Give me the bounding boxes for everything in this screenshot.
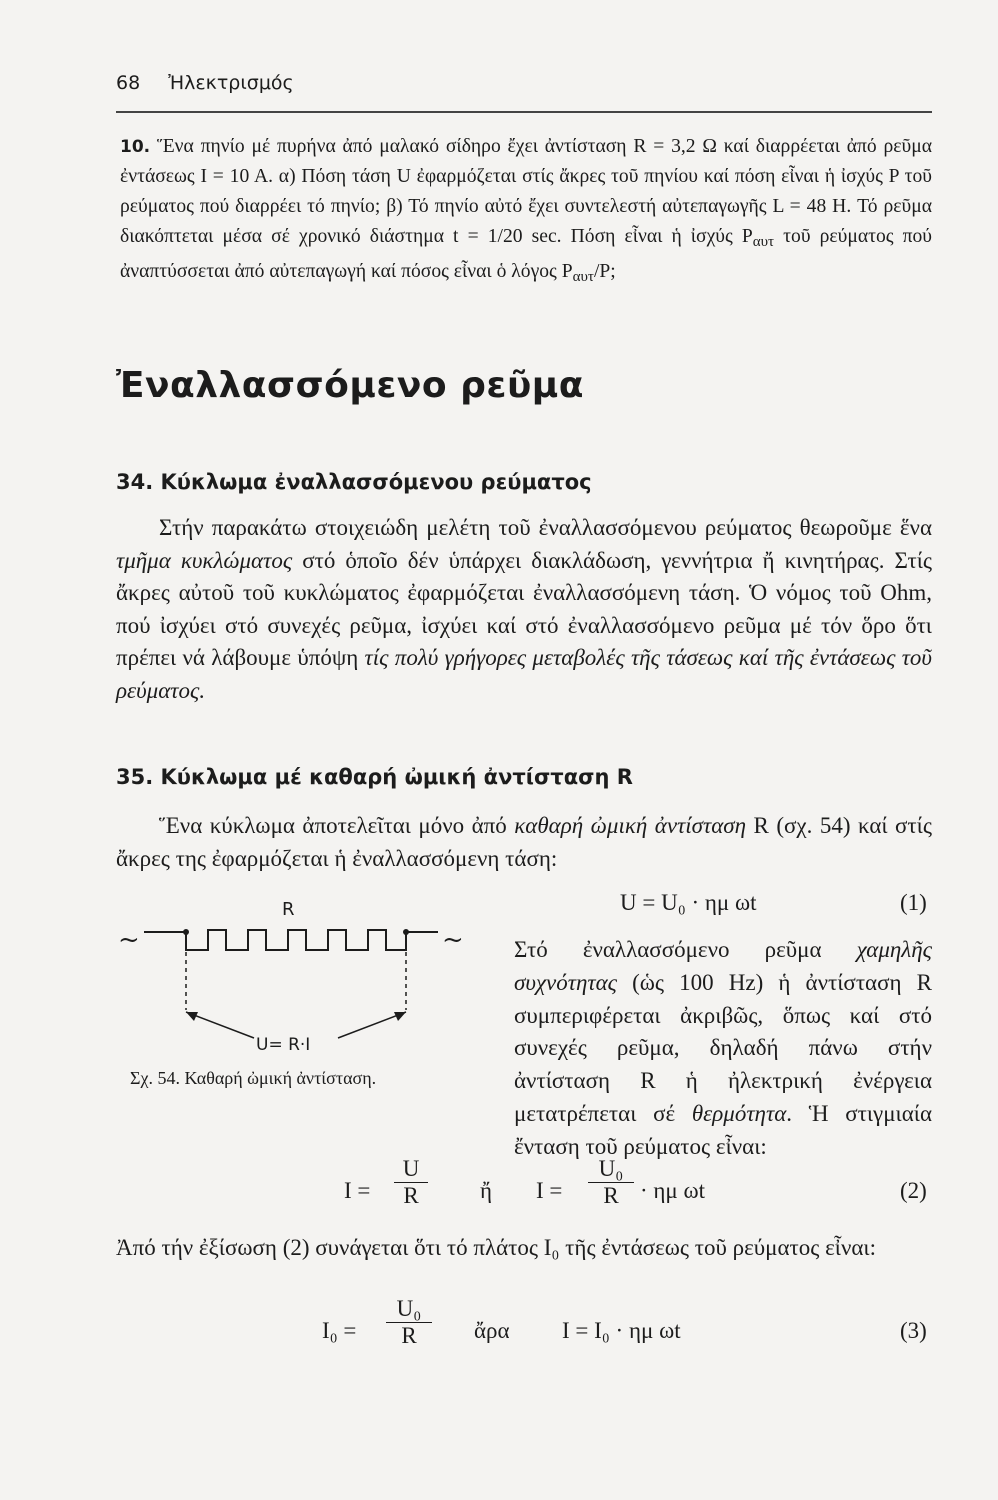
section-title: Κύκλωμα μέ καθαρή ὠμική ἀντίσταση R (160, 765, 633, 789)
eq3-fraction (386, 1296, 432, 1349)
italic-text: καθαρή ὠμική ἀντίσταση (514, 813, 747, 838)
subscript: αυτ (752, 234, 775, 250)
eq2-left: I = (344, 1178, 371, 1203)
figure-54 (116, 890, 476, 1060)
text: Στό ἐναλλασσόμενο ρεῦμα (514, 937, 857, 962)
text: στό ὁποῖο δέν ὑπάρχει διακλάδωση, γεννήτρια ἤ κινητήρας. Στίς ἄκρες αὐτοῦ τοῦ κυκλώματος ἐφαρμόζεται ἐναλλασσόμενη τάση. Ὁ νόμος τοῦ Ohm, πού ἰσχύει στό συνεχές ρεῦμα, ἰσχύει καί στό ἐναλλασσόμενο ρεῦμα μέ τόν ὅρο ὅτι πρέπει νά λάβουμε ὑπόψη (116, 547, 932, 670)
text: R (σχ. 54) καί στίς ἄκρες της ἐφαρμόζεται ἡ ἐναλλασσόμενη τάση: (116, 813, 932, 871)
denominator: R (394, 1182, 428, 1209)
subscript: αυτ (572, 269, 594, 285)
section-35-side-text (514, 934, 932, 1164)
equation-2-number: (2) (900, 1178, 927, 1203)
terminal-right (403, 929, 409, 935)
section-34-paragraph (116, 512, 932, 707)
problem-text-mid: τοῦ ρεύματος πού ἀναπτύσσεται ἀπό αὐτεπαγωγή καί πόσος εἶναι ὁ λόγος P (120, 226, 932, 282)
text: . Ἡ στιγμιαία ἔνταση τοῦ ρεύματος εἶναι: (514, 1100, 932, 1159)
equation-3-number: (3) (900, 1318, 927, 1343)
section-35-amplitude-text: Ἀπό τήν ἐξίσωση (2) συνάγεται ὅτι τό πλάτος I₀ τῆς ἐντάσεως τοῦ ρεύματος εἶναι: (116, 1235, 876, 1260)
eq2-i: I = (536, 1178, 563, 1203)
problem-number: 10. (120, 137, 151, 157)
running-title: Ἠλεκτρισμός (168, 72, 294, 94)
italic-text: χαμηλῆς συχνότητας (514, 937, 932, 995)
italic-text: τμῆμα κυκλώματος (116, 547, 293, 573)
italic-text: θερμότητα (691, 1100, 787, 1126)
problem-text: Ἕνα πηνίο μέ πυρήνα ἀπό μαλακό σίδηρο ἔχει ἀντίσταση R = 3,2 Ω καί διαρρέεται ἀπό ρεῦμα ἐντάσεως I = 10 A. α) Πόση τάση U ἐφαρμόζεται στίς ἄκρες τοῦ πηνίου καί πόση εἶναι ἡ ἰσχύς P τοῦ ρεύματος πού διαρρέει τό πηνίο; β) Τό πηνίο αὐτό ἔχει συντελεστή αὐτεπαγωγῆς L = 48 H. Τό ρεῦμα διακόπτεται μέσα σέ χρονικό διάστημα t = 1/20 sec. Πόση εἶναι ἡ ἰσχύς P (120, 136, 932, 247)
section-34-heading (116, 470, 592, 494)
terminal-left (183, 929, 189, 935)
problem-10 (120, 132, 932, 292)
problem-text-end: /P; (593, 261, 616, 282)
eq2-tail: · ημ ωt (640, 1178, 706, 1203)
eq2-fraction-1 (394, 1156, 428, 1209)
tilde-right: ~ (442, 925, 464, 955)
eq3-left: I₀ = (322, 1318, 357, 1343)
equation-1: U = U₀ · ημ ωt (620, 890, 757, 915)
eq3-right: I = I₀ · ημ ωt (562, 1318, 681, 1343)
resistor-diagram (116, 890, 476, 1060)
header-rule (116, 111, 932, 113)
section-35-heading (116, 765, 633, 789)
label-u: U= R·I (256, 1035, 311, 1055)
figure-caption: Σχ. 54. Καθαρή ὠμική ἀντίσταση. (130, 1068, 377, 1088)
text: Στήν παρακάτω στοιχειώδη μελέτη τοῦ ἐναλλασσόμενου ρεύματος θεωροῦμε ἕνα (159, 515, 932, 540)
page-number: 68 (116, 72, 141, 94)
italic-text: τίς πολύ γρήγορες μεταβολές τῆς τάσεως καί τῆς ἐντάσεως τοῦ ρεύματος. (116, 645, 932, 703)
section-title: Κύκλωμα ἐναλλασσόμενου ρεύματος (160, 470, 592, 494)
page-header (116, 72, 294, 94)
eq2-or: ἤ (480, 1178, 493, 1203)
equation-1-number: (1) (900, 890, 927, 915)
section-number: 34. (116, 470, 154, 494)
section-number: 35. (116, 765, 154, 789)
text: (ὡς 100 Hz) ἡ ἀντίσταση R συμπεριφέρεται ἀκριβῶς, ὅπως καί στό συνεχές ρεῦμα, δηλαδή πάνω στήν ἀντίσταση R ἡ ἠλεκτρική ἐνέργεια μετατρέπεται σέ (514, 969, 932, 1126)
denominator: R (386, 1322, 432, 1349)
denominator: R (588, 1182, 634, 1209)
section-35-intro (116, 810, 932, 875)
numerator: U (402, 1156, 420, 1181)
numerator: U₀ (598, 1156, 624, 1181)
chapter-title: Ἐναλλασσόμενο ρεῦμα (116, 365, 585, 406)
numerator: U₀ (396, 1296, 422, 1321)
tilde-left: ~ (118, 925, 140, 955)
text: Ἕνα κύκλωμα ἀποτελεῖται μόνο ἀπό (159, 813, 515, 838)
label-r: R (282, 899, 295, 920)
eq3-ara: ἄρα (474, 1318, 510, 1343)
eq2-fraction-2 (588, 1156, 634, 1209)
